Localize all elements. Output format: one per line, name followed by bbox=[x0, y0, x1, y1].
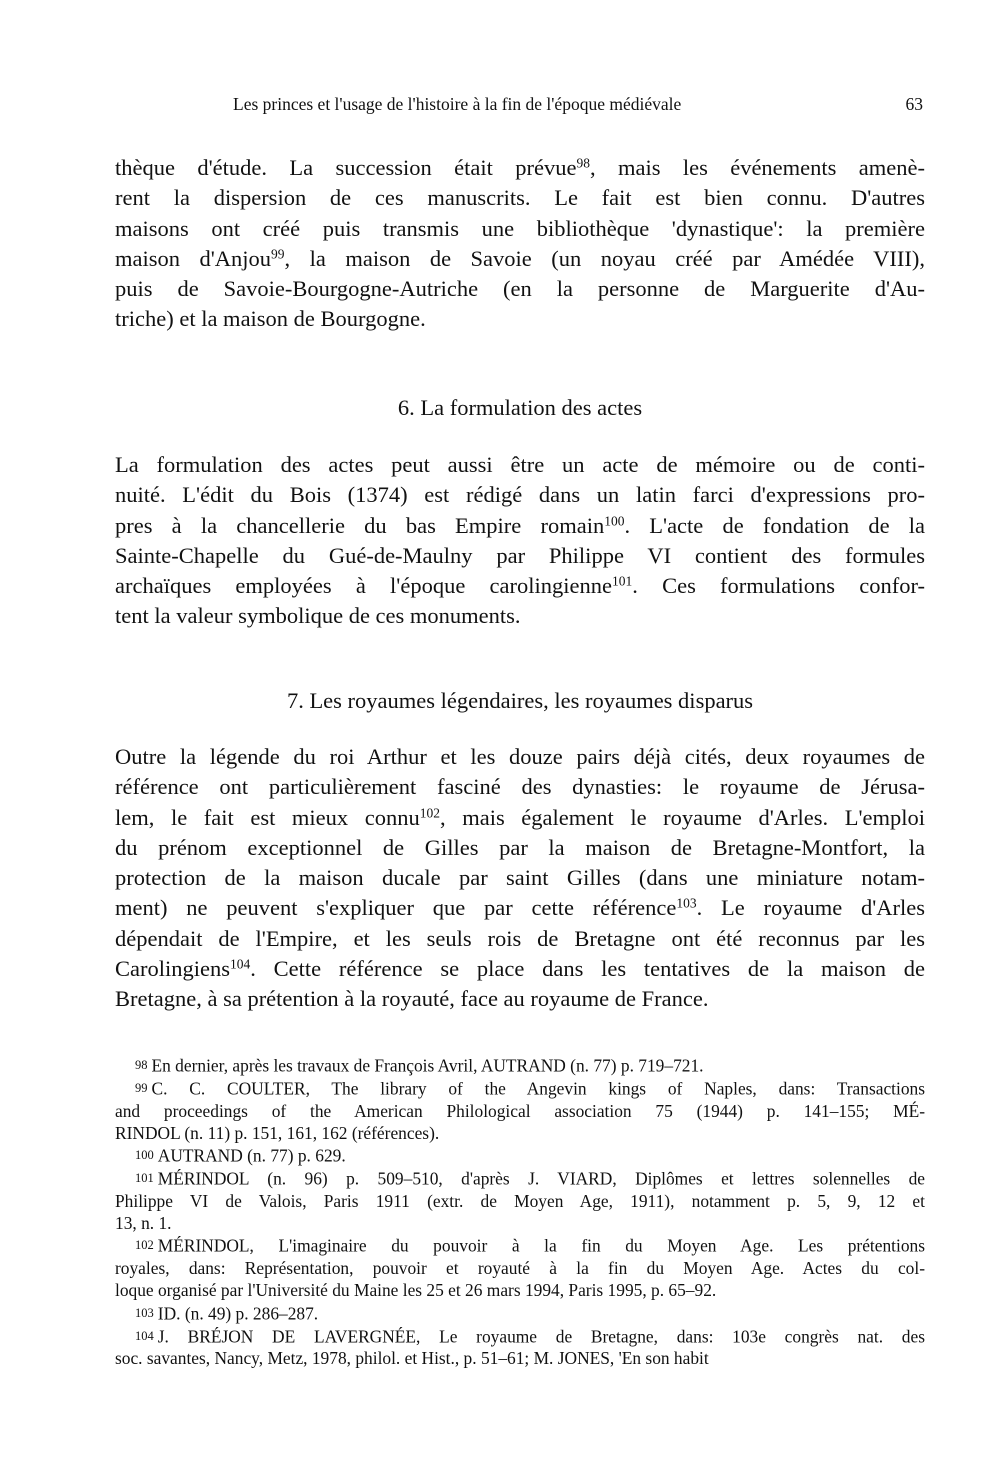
text-line: Sainte-Chapelle du Gué-de-Maulny par Philippe VI contient des formules bbox=[115, 542, 925, 568]
text-line: maisons ont créé puis transmis une bibliothèque 'dynastique': la première bbox=[115, 215, 925, 241]
text-line: Carolingiens$^{104}$. Cette référence se place dans les tentatives de la maison de bbox=[115, 956, 925, 982]
text-line: puis de Savoie-Bourgogne-Autriche (en la personne de Marguerite d'Au- bbox=[115, 276, 925, 302]
footnote-number: 102 bbox=[135, 1238, 154, 1253]
footnote-ref: 102 bbox=[419, 805, 440, 821]
footnote-line: royales, dans: Représentation, pouvoir et royauté à la fin du Moyen Age. Actes du col- bbox=[115, 1258, 925, 1279]
footnote bbox=[115, 1325, 925, 1370]
footnote-number: 104 bbox=[135, 1328, 154, 1343]
text-line: référence ont particulièrement fasciné des dynasties: le royaume de Jérusa- bbox=[115, 774, 925, 800]
footnote-ref: 100 bbox=[604, 513, 625, 529]
footnote-line: 103 ID. (n. 49) p. 286–287. bbox=[135, 1303, 319, 1324]
footnote-line: 99 C. C. COULTER, The library of the Angevin kings of Naples, dans: Transactions bbox=[135, 1078, 925, 1099]
footnote-ref: 103 bbox=[676, 896, 697, 912]
text-line: La formulation des actes peut aussi être un acte de mémoire ou de conti- bbox=[115, 452, 925, 477]
text-line: protection de la maison ducale par saint Gilles (dans une miniature notam- bbox=[115, 865, 925, 891]
footnote-ref: 99 bbox=[271, 246, 285, 262]
footnote-line: soc. savantes, Nancy, Metz, 1978, philol. et Hist., p. 51–61; M. JONES, 'En son habit bbox=[115, 1348, 709, 1369]
paragraph-formulation bbox=[115, 450, 925, 632]
footnote-ref: 98 bbox=[576, 155, 590, 171]
footnote-line: 13, n. 1. bbox=[115, 1213, 172, 1234]
text-line: lem, le fait est mieux connu$^{102}$, mais également le royaume d'Arles. L'emploi bbox=[115, 804, 925, 830]
text-line: nuité. L'édit du Bois (1374) est rédigé dans un latin farci d'expressions pro- bbox=[115, 482, 925, 508]
text-line: triche) et la maison de Bourgogne. bbox=[115, 306, 426, 332]
footnote bbox=[115, 1167, 925, 1234]
footnote-line: 100 AUTRAND (n. 77) p. 629. bbox=[135, 1145, 346, 1166]
text-line: pres à la chancellerie du bas Empire romain$^{100}$. L'acte de fondation de la bbox=[115, 512, 926, 538]
footnote-number: 98 bbox=[135, 1058, 148, 1072]
text-line: archaïques employées à l'époque carolingienne$^{101}$. Ces formulations confor- bbox=[115, 573, 925, 599]
footnote bbox=[115, 1302, 925, 1325]
footnote-line: Philippe VI de Valois, Paris 1911 (extr. de Moyen Age, 1911), notamment p. 5, 9, 12 et bbox=[115, 1190, 925, 1211]
running-title: Les princes et l'usage de l'histoire à la fin de l'époque médiévale bbox=[233, 94, 682, 114]
footnote-number: 103 bbox=[135, 1305, 154, 1320]
footnote-line: 98 En dernier, après les travaux de François Avril, AUTRAND (n. 77) p. 719–721. bbox=[135, 1055, 704, 1076]
footnote bbox=[115, 1144, 925, 1167]
text-line: tent la valeur symbolique de ces monuments. bbox=[115, 603, 521, 629]
footnote-line: loque organisé par l'Université du Maine les 25 et 26 mars 1994, Paris 1995, p. 65–92. bbox=[115, 1280, 717, 1301]
footnote bbox=[115, 1054, 925, 1077]
text-line: rent la dispersion de ces manuscrits. Le fait est bien connu. D'autres bbox=[115, 185, 925, 211]
footnote-ref: 101 bbox=[611, 573, 633, 589]
footnote bbox=[115, 1077, 925, 1144]
text-line: maison d'Anjou$^{99}$, la maison de Savoie (un noyau créé par Amédée VIII), bbox=[115, 245, 925, 271]
paragraph-kingdoms bbox=[115, 742, 925, 1015]
footnote-number: 100 bbox=[135, 1148, 154, 1163]
section-heading-7: 7. Les royaumes légendaires, les royaumes disparus bbox=[286, 688, 754, 713]
text-line: ment) ne peuvent s'expliquer que par cette référence$^{103}$. Le royaume d'Arles bbox=[115, 895, 925, 921]
footnote-line: 101 MÉRINDOL (n. 96) p. 509–510, d'après J. VIARD, Diplômes et lettres solennelles de bbox=[135, 1168, 925, 1189]
footnotes bbox=[115, 1054, 925, 1370]
text-line: thèque d'étude. La succession était prévue$^{98}$, mais les événements amenè- bbox=[115, 155, 926, 180]
paragraph-libraries bbox=[115, 153, 925, 335]
footnote-number: 101 bbox=[135, 1170, 154, 1185]
text-line: du prénom exceptionnel de Gilles par la maison de Bretagne-Montfort, la bbox=[115, 834, 925, 860]
text-line: Outre la légende du roi Arthur et les douze pairs déjà cités, deux royaumes de bbox=[115, 744, 925, 769]
section-heading-6: 6. La formulation des actes bbox=[397, 395, 643, 420]
footnote-line: RINDOL (n. 11) p. 151, 161, 162 (références). bbox=[115, 1122, 440, 1143]
footnote bbox=[115, 1234, 925, 1301]
footnote-ref: 104 bbox=[229, 956, 251, 972]
page-number: 63 bbox=[905, 94, 923, 114]
footnote-number: 99 bbox=[135, 1080, 148, 1095]
footnote-line: and proceedings of the American Philological association 75 (1944) p. 141–155; MÉ- bbox=[115, 1100, 925, 1121]
text-line: dépendait de l'Empire, et les seuls rois de Bretagne ont été reconnus par les bbox=[115, 925, 925, 951]
footnote-line: 102 MÉRINDOL, L'imaginaire du pouvoir à la fin du Moyen Age. Les prétentions bbox=[135, 1235, 925, 1256]
footnote-line: 104 J. BRÉJON DE LAVERGNÉE, Le royaume de Bretagne, dans: 103e congrès nat. des bbox=[135, 1326, 925, 1347]
text-line: Bretagne, à sa prétention à la royauté, face au royaume de France. bbox=[115, 986, 709, 1012]
